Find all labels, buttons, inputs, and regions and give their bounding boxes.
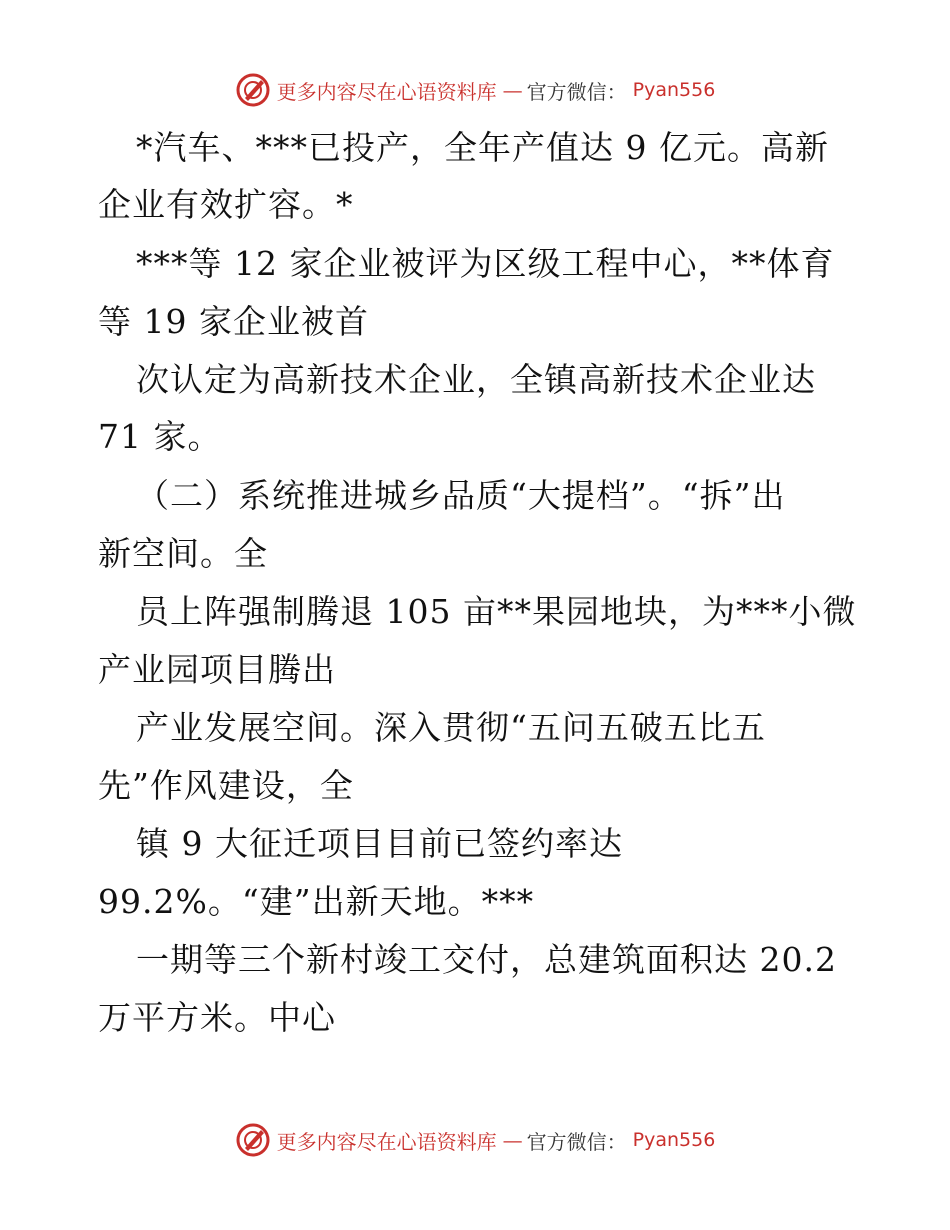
- pen-logo-icon: [235, 1122, 271, 1158]
- text-line-15: 一期等三个新村竣工交付，总建筑面积达 20.2: [136, 940, 837, 979]
- text-line-1: *汽车、***已投产，全年产值达 9 亿元。高新: [136, 128, 829, 167]
- footer-watermark: [0, 1120, 950, 1160]
- text-line-5: 次认定为高新技术企业，全镇高新技术企业达: [136, 360, 816, 399]
- site-name: 更多内容尽在心语资料库: [276, 1129, 497, 1154]
- wechat-label: 官方微信：: [526, 1129, 627, 1154]
- text-line-9: 员上阵强制腾退 105 亩**果园地块，为***小微: [136, 592, 857, 631]
- text-line-11: 产业发展空间。深入贯彻“五问五破五比五: [136, 708, 766, 747]
- site-name: 更多内容尽在心语资料库: [276, 79, 497, 104]
- text-line-2: 企业有效扩容。*: [98, 185, 354, 224]
- pen-logo-icon: [235, 72, 271, 108]
- wechat-id: Pyan556: [632, 79, 716, 101]
- banner-dash: —: [502, 1128, 521, 1152]
- wechat-label: 官方微信：: [526, 79, 627, 104]
- text-line-4: 等 19 家企业被首: [98, 302, 369, 341]
- header-watermark: [0, 70, 950, 110]
- wechat-id: Pyan556: [632, 1129, 716, 1151]
- text-line-10: 产业园项目腾出: [98, 650, 336, 689]
- text-line-8: 新空间。全: [98, 534, 268, 573]
- banner-dash: —: [502, 78, 521, 102]
- text-line-16: 万平方米。中心: [98, 998, 336, 1037]
- text-line-6: 71 家。: [98, 417, 222, 456]
- text-line-7: （二）系统推进城乡品质“大提档”。“拆”出: [136, 476, 786, 515]
- text-line-12: 先”作风建设，全: [98, 766, 354, 805]
- text-line-13: 镇 9 大征迁项目目前已签约率达: [136, 824, 623, 863]
- text-line-3: ***等 12 家企业被评为区级工程中心，**体育: [136, 244, 835, 283]
- text-line-14: 99.2%。“建”出新天地。***: [98, 882, 535, 921]
